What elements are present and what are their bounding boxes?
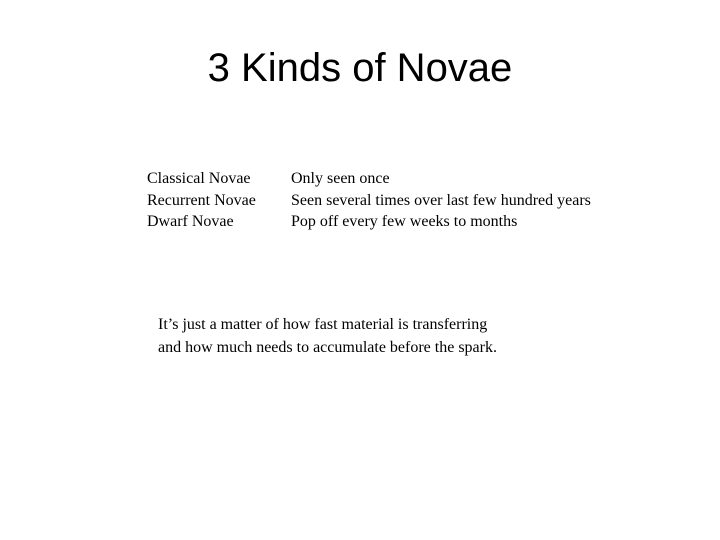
explanation-note (158, 313, 497, 359)
kind-description: Pop off every few weeks to months (291, 213, 518, 230)
note-line: and how much needs to accumulate before the spark. (158, 339, 497, 356)
kind-name: Recurrent Novae (147, 191, 256, 209)
kind-description: Only seen once (291, 170, 390, 187)
slide-title: 3 Kinds of Novae (207, 46, 513, 90)
note-line: It’s just a matter of how fast material is transferring (158, 316, 488, 333)
kind-row-dwarf (147, 211, 651, 233)
kind-row-recurrent (147, 190, 651, 212)
kind-name: Classical Novae (147, 170, 251, 187)
kind-row-classical (147, 168, 651, 190)
kind-description: Seen several times over last few hundred years (291, 191, 591, 209)
novae-kinds-table (147, 168, 651, 233)
kind-name: Dwarf Novae (147, 213, 234, 230)
